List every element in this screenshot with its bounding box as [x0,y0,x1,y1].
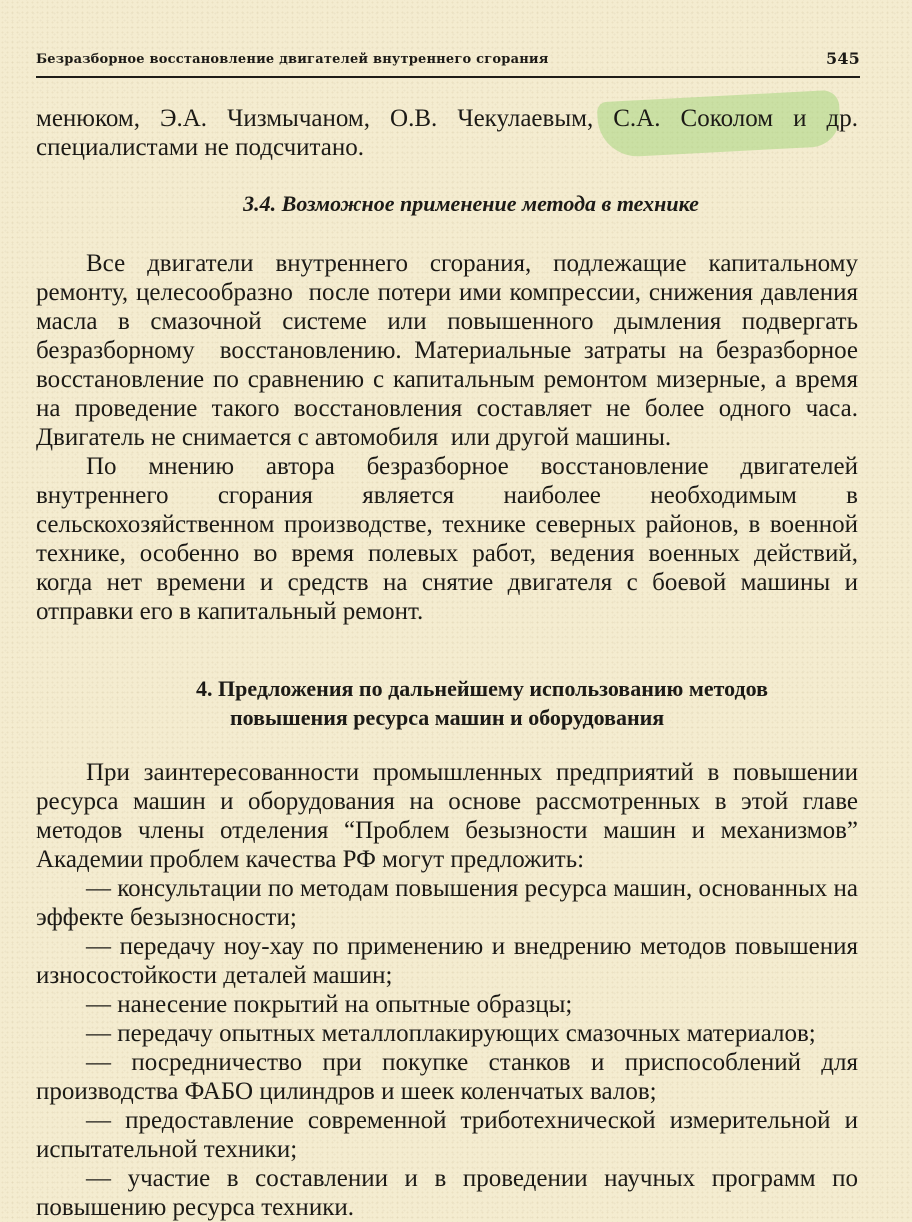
section-3-4-body [36,249,865,626]
paragraph: По мнению автора безразборное восстановление двигателей внутреннего сгорания является наиболее необходимым в сельскохозяйственном производстве, технике северных районов, в военной технике, особенно во время полевых работ, ведения военных действий, когда нет времени и средств на снятие двигателя с боевой машины и отправки его в капитальный ремонт. [36,453,858,625]
top-paragraph: менюком, Э.А. Чизмычаном, О.В. Чекулаевым, С.А. Соколом и др. специалистами не подсчитано. [36,105,858,161]
section-4-heading-line2: повышения ресурса машин и оборудования [230,705,665,730]
list-item: — нанесение покрытий на опытные образцы; [86,991,573,1018]
section-4-heading [196,674,856,732]
list-item: — консультации по методам повышения ресурса машин, основанных на эффекте безызносности; [36,875,858,931]
list-item: — участие в составлении и в проведении научных программ по повышению ресурса техники. [36,1165,858,1221]
list-item: — посредничество при покупке станков и приспособлений для производства ФАБО цилиндров и шеек коленчатых валов; [36,1049,858,1105]
running-title: Безразборное восстановление двигателей внутреннего сгорания [36,52,549,67]
list-item: — передачу опытных металлоплакирующих смазочных материалов; [86,1020,816,1047]
section-4-body [36,758,858,1222]
paragraph: Все двигатели внутреннего сгорания, подлежащие капитальному ремонту, целесообразно после потери ими компрессии, снижения давления масла в смазочной системе или повышенного дымления подвергать безразборному восстановлению. Материальные затраты на безразборное восстановление по сравнению с капитальным ремонтом мизерные, а время на проведение такого восстановления составляет не более одного часа. Двигатель не снимается с автомобиля или другой машины. [36,250,865,451]
intro-paragraph: При заинтересованности промышленных предприятий в повышении ресурса машин и оборудования на основе рассмотренных в этой главе методов члены отделения “Проблем безызности машин и механизмов” Академии проблем качества РФ могут предложить: [36,759,858,873]
page-number: 545 [826,49,860,68]
list-item: — предоставление современной триботехнической измерительной и испытательной техники; [36,1107,858,1163]
running-header [36,46,860,78]
list-item: — передачу ноу-хау по применению и внедрению методов повышения износостойкости деталей машин; [36,933,858,989]
section-3-4-heading: 3.4. Возможное применение метода в технике [243,191,699,216]
section-4-heading-line1: 4. Предложения по дальнейшему использованию методов [196,676,768,701]
top-paragraph-block [36,104,858,162]
